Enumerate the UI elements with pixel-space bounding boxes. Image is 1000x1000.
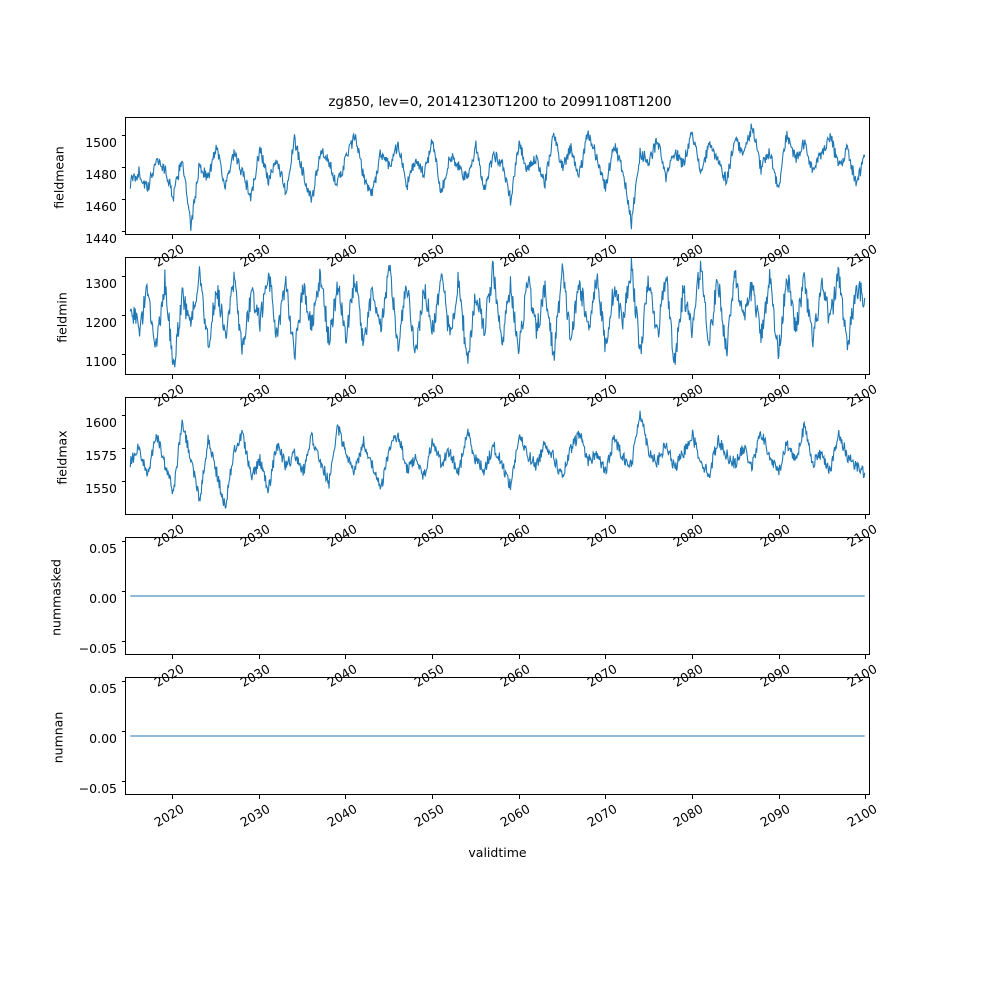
ytick-fieldmax-1: 1575 [85, 448, 117, 463]
xtick-mark [259, 375, 260, 379]
plot-line-fieldmean [126, 118, 869, 234]
xtick-mark [692, 515, 693, 519]
xtick-mark [259, 795, 260, 799]
xtick-label-2020: 2020 [151, 241, 187, 270]
xtick-mark [345, 655, 346, 659]
xtick-mark [605, 515, 606, 519]
xtick-label-2100: 2100 [844, 801, 880, 830]
subplot-fieldmean [125, 117, 870, 235]
ytick-nummasked-0: 0.05 [89, 541, 117, 556]
ytick-fieldmin-0: 1300 [85, 276, 117, 291]
ytick-nummasked-1: 0.00 [89, 591, 117, 606]
xtick-label-2070: 2070 [584, 521, 620, 550]
xtick-mark [172, 795, 173, 799]
xtick-label-2030: 2030 [237, 661, 273, 690]
xtick-label-2100: 2100 [844, 661, 880, 690]
xtick-label-2060: 2060 [497, 241, 533, 270]
xtick-label-2050: 2050 [410, 661, 447, 690]
xtick-mark [519, 235, 520, 239]
ytick-fieldmean-3: 1440 [85, 231, 117, 246]
ytick-mark [122, 415, 126, 416]
ytick-mark [122, 681, 126, 682]
xtick-label-2050: 2050 [410, 801, 447, 830]
xtick-label-2070: 2070 [584, 381, 620, 410]
xtick-mark [172, 375, 173, 379]
xtick-mark [345, 235, 346, 239]
xtick-mark [519, 795, 520, 799]
xtick-mark [345, 375, 346, 379]
xtick-mark [519, 375, 520, 379]
ytick-mark [122, 641, 126, 642]
subplot-numnan [125, 677, 870, 795]
ytick-numnan-1: 0.00 [89, 731, 117, 746]
xtick-mark [865, 375, 866, 379]
ytick-mark [122, 231, 126, 232]
xtick-label-2040: 2040 [324, 241, 360, 270]
plot-line-fieldmax [126, 398, 869, 514]
xtick-label-2070: 2070 [584, 241, 620, 270]
xtick-label-2090: 2090 [757, 241, 793, 270]
xtick-label-2030: 2030 [237, 381, 273, 410]
xtick-label-2030: 2030 [237, 241, 273, 270]
xtick-mark [605, 655, 606, 659]
ytick-fieldmean-1: 1480 [85, 167, 117, 182]
xtick-label-2040: 2040 [324, 661, 360, 690]
ytick-mark [122, 541, 126, 542]
xtick-mark [259, 235, 260, 239]
xtick-mark [605, 795, 606, 799]
xtick-mark [432, 795, 433, 799]
chart-title: zg850, lev=0, 20141230T1200 to 20991108T1200 [328, 94, 672, 110]
xtick-mark [432, 375, 433, 379]
xtick-label-2080: 2080 [670, 801, 706, 830]
xtick-mark [779, 375, 780, 379]
xtick-mark [865, 655, 866, 659]
ytick-mark [122, 135, 126, 136]
xtick-label-2060: 2060 [497, 661, 533, 690]
ytick-fieldmax-2: 1550 [85, 481, 117, 496]
plot-line-numnan [126, 678, 869, 794]
xtick-label-2040: 2040 [324, 381, 360, 410]
plot-line-fieldmin [126, 258, 869, 374]
xtick-mark [519, 655, 520, 659]
xtick-label-2050: 2050 [410, 241, 447, 270]
xtick-mark [692, 795, 693, 799]
xaxis-label: validtime [468, 845, 527, 860]
ylabel-fieldmin: fieldmin [54, 292, 70, 343]
ylabel-fieldmax: fieldmax [54, 430, 70, 485]
xtick-label-2080: 2080 [670, 661, 706, 690]
ytick-mark [122, 731, 126, 732]
xtick-mark [432, 235, 433, 239]
ylabel-fieldmean: fieldmean [51, 146, 67, 209]
xtick-label-2100: 2100 [844, 521, 880, 550]
xtick-mark [865, 515, 866, 519]
xtick-label-2060: 2060 [497, 801, 533, 830]
xtick-mark [605, 375, 606, 379]
xtick-label-2070: 2070 [584, 801, 620, 830]
xtick-label-2080: 2080 [670, 521, 706, 550]
xtick-label-2080: 2080 [670, 241, 706, 270]
ytick-fieldmean-2: 1460 [85, 199, 117, 214]
xtick-label-2030: 2030 [237, 801, 273, 830]
xtick-mark [779, 655, 780, 659]
xtick-mark [345, 515, 346, 519]
xtick-label-2100: 2100 [844, 241, 880, 270]
xtick-mark [172, 235, 173, 239]
xtick-mark [779, 515, 780, 519]
ytick-fieldmin-2: 1100 [85, 354, 117, 369]
xtick-mark [172, 515, 173, 519]
xtick-label-2020: 2020 [151, 381, 187, 410]
xtick-label-2040: 2040 [324, 521, 360, 550]
xtick-label-2060: 2060 [497, 381, 533, 410]
xtick-label-2090: 2090 [757, 801, 793, 830]
xtick-label-2050: 2050 [410, 381, 447, 410]
subplot-fieldmax [125, 397, 870, 515]
ytick-mark [122, 354, 126, 355]
plot-line-nummasked [126, 538, 869, 654]
xtick-mark [865, 795, 866, 799]
ytick-mark [122, 167, 126, 168]
xtick-label-2020: 2020 [151, 661, 187, 690]
ylabel-nummasked: nummasked [48, 559, 64, 636]
xtick-mark [172, 655, 173, 659]
ytick-mark [122, 315, 126, 316]
xtick-mark [779, 235, 780, 239]
ytick-numnan-2: −0.05 [78, 781, 117, 796]
xtick-label-2020: 2020 [151, 521, 187, 550]
xtick-mark [432, 515, 433, 519]
xtick-mark [432, 655, 433, 659]
xtick-mark [519, 515, 520, 519]
xtick-label-2090: 2090 [757, 521, 793, 550]
xtick-label-2100: 2100 [844, 381, 880, 410]
ytick-nummasked-2: −0.05 [78, 641, 117, 656]
subplot-nummasked [125, 537, 870, 655]
xtick-label-2090: 2090 [757, 381, 793, 410]
ytick-mark [122, 591, 126, 592]
xtick-mark [259, 515, 260, 519]
xtick-label-2020: 2020 [151, 801, 187, 830]
xtick-mark [865, 235, 866, 239]
xtick-label-2030: 2030 [237, 521, 273, 550]
xtick-label-2060: 2060 [497, 521, 533, 550]
ytick-mark [122, 481, 126, 482]
xtick-mark [779, 795, 780, 799]
ylabel-numnan: numnan [50, 711, 66, 764]
xtick-label-2050: 2050 [410, 521, 447, 550]
xtick-mark [605, 235, 606, 239]
ytick-fieldmin-1: 1200 [85, 315, 117, 330]
xtick-mark [345, 795, 346, 799]
xtick-label-2070: 2070 [584, 661, 620, 690]
xtick-mark [259, 655, 260, 659]
xtick-mark [692, 375, 693, 379]
ytick-mark [122, 276, 126, 277]
ytick-mark [122, 199, 126, 200]
xtick-label-2040: 2040 [324, 801, 360, 830]
ytick-fieldmean-0: 1500 [85, 135, 117, 150]
ytick-mark [122, 781, 126, 782]
ytick-mark [122, 448, 126, 449]
ytick-numnan-0: 0.05 [89, 681, 117, 696]
xtick-mark [692, 655, 693, 659]
xtick-label-2090: 2090 [757, 661, 793, 690]
ytick-fieldmax-0: 1600 [85, 415, 117, 430]
xtick-mark [692, 235, 693, 239]
subplot-fieldmin [125, 257, 870, 375]
xtick-label-2080: 2080 [670, 381, 706, 410]
